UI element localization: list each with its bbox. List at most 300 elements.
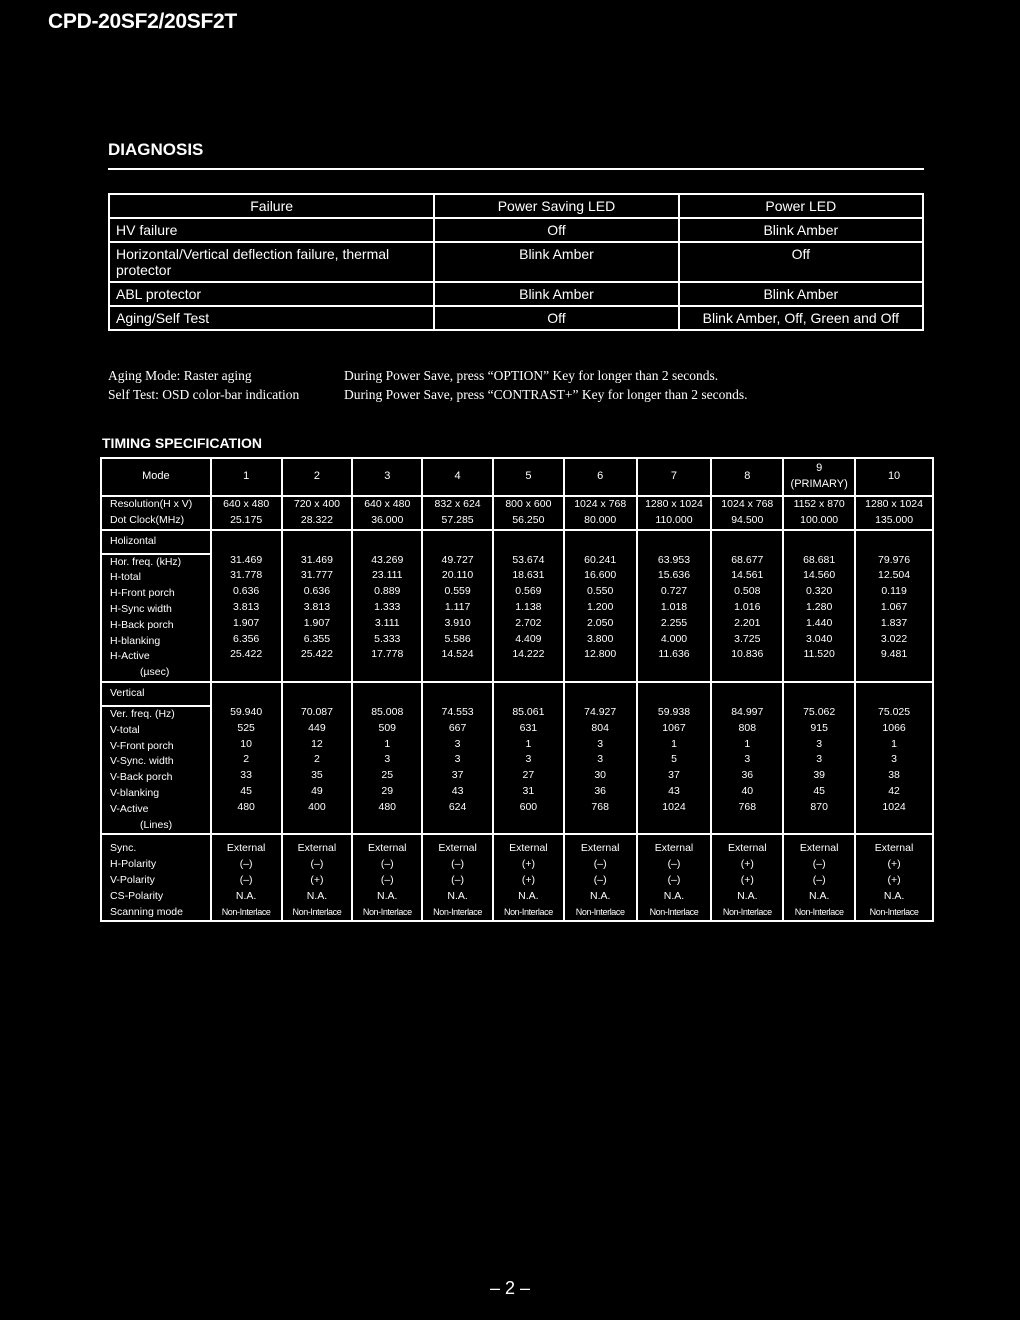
- mode-number-cell: [783, 458, 855, 496]
- timing-value: 43.269: [371, 553, 404, 566]
- mode-number: 2: [313, 470, 320, 483]
- timing-value: 3.910: [444, 616, 471, 629]
- diagnosis-notes: [108, 366, 748, 404]
- timing-value: 1.117: [444, 600, 471, 613]
- horizontal-unit: (µsec): [140, 666, 170, 679]
- timing-value: H-Sync width: [110, 602, 172, 615]
- timing-value: 38: [888, 769, 900, 782]
- timing-value: 60.241: [584, 553, 617, 566]
- timing-value: 5.586: [444, 632, 471, 645]
- timing-value: 23.111: [371, 569, 403, 582]
- timing-value: 1024 x 768: [574, 498, 627, 510]
- timing-value: 74.927: [584, 705, 617, 718]
- timing-value: 63.953: [657, 553, 691, 566]
- timing-value: 11.636: [658, 648, 690, 661]
- timing-value: 49: [311, 784, 323, 797]
- timing-value: 2: [314, 753, 320, 766]
- power-saving-led-cell: Blink Amber: [434, 282, 678, 306]
- note-text: During Power Save, press “CONTRAST+” Key for longer than 2 seconds.: [344, 387, 748, 402]
- timing-value: 1.333: [374, 600, 401, 613]
- timing-value: 1.440: [806, 616, 833, 629]
- resolution-cell: [352, 496, 422, 530]
- timing-value: V-Front porch: [110, 739, 174, 752]
- timing-value: 720 x 400: [293, 498, 340, 510]
- page-number: – 2 –: [489, 1278, 531, 1298]
- timing-value: 37: [668, 769, 680, 782]
- timing-value: 59.940: [230, 705, 263, 718]
- power-led-cell: Blink Amber, Off, Green and Off: [679, 306, 923, 330]
- timing-value: 84.997: [731, 705, 764, 718]
- power-saving-led-cell: Blink Amber: [434, 242, 678, 282]
- mode-number: 9: [816, 462, 823, 475]
- timing-value: V-blanking: [110, 786, 160, 799]
- timing-value: 5.333: [374, 632, 401, 645]
- note-label: Aging Mode: Raster aging: [108, 368, 252, 383]
- timing-value: H-Back porch: [110, 618, 174, 631]
- timing-value: 0.550: [587, 585, 614, 598]
- timing-value: 1066: [882, 721, 906, 734]
- timing-value: 4.000: [660, 632, 688, 645]
- timing-value: (+): [740, 873, 754, 886]
- timing-value: 2.702: [515, 616, 542, 629]
- horizontal-spacer: [422, 530, 493, 682]
- timing-value: Non-Interlace: [292, 906, 342, 917]
- timing-value: (–): [812, 858, 826, 871]
- mode-header: Mode: [101, 458, 211, 496]
- diagnosis-col-header: Failure: [109, 194, 434, 218]
- timing-value: (–): [380, 873, 394, 886]
- failure-cell: Horizontal/Vertical deflection failure, thermal protector: [109, 242, 434, 282]
- timing-value: 25.422: [300, 648, 333, 661]
- timing-value: 33: [240, 769, 252, 782]
- timing-value: 3: [454, 753, 461, 766]
- timing-value: 3: [525, 753, 532, 766]
- timing-value: V-Sync. width: [110, 755, 174, 768]
- diagnosis-rule: [108, 168, 924, 170]
- timing-value: (–): [593, 858, 607, 871]
- timing-value: 2.050: [587, 616, 614, 629]
- timing-value: 36: [741, 769, 754, 782]
- diagnosis-col-header: Power LED: [679, 194, 923, 218]
- timing-value: 1.067: [880, 600, 908, 613]
- timing-value: 768: [591, 800, 609, 813]
- timing-value: 3: [744, 753, 751, 766]
- timing-value: 1.907: [303, 616, 331, 629]
- timing-value: 16.600: [584, 569, 617, 582]
- timing-value: 85.008: [371, 705, 404, 718]
- vertical-spacer: [783, 682, 855, 834]
- mode-number: 1: [243, 470, 250, 483]
- timing-value: 75.025: [878, 705, 911, 718]
- timing-value: 1.907: [232, 616, 260, 629]
- timing-value: 832 x 624: [434, 498, 481, 510]
- note-self-test: [108, 385, 748, 404]
- timing-value: 400: [308, 800, 326, 813]
- timing-value: 11.520: [803, 648, 835, 661]
- diagnosis-table: [108, 193, 924, 331]
- horizontal-labels: [101, 554, 211, 682]
- timing-value: 3.111: [374, 616, 400, 629]
- timing-value: 1.018: [660, 600, 688, 613]
- primary-mode-label: (PRIMARY): [790, 478, 848, 490]
- timing-value: 43: [451, 784, 464, 797]
- timing-value: 31.778: [230, 569, 263, 582]
- timing-value: Non-Interlace: [221, 906, 271, 917]
- timing-value: 59.938: [657, 705, 691, 718]
- timing-value: H-blanking: [110, 634, 161, 647]
- timing-value: 480: [378, 800, 397, 813]
- vertical-unit: (Lines): [140, 818, 173, 831]
- horizontal-heading-row: [101, 530, 933, 554]
- sync-cell: [211, 834, 282, 921]
- timing-value: 1024: [882, 800, 906, 813]
- horizontal-heading: Holizontal: [101, 530, 211, 554]
- timing-value: External: [799, 842, 839, 855]
- vertical-spacer: [282, 682, 353, 834]
- timing-value: 624: [448, 800, 467, 813]
- timing-value: 2: [243, 753, 250, 766]
- mode-number-cell: [855, 458, 933, 496]
- timing-value: 31: [522, 784, 535, 797]
- timing-value: 9.481: [880, 648, 908, 661]
- sync-labels: [101, 834, 211, 921]
- failure-cell: Aging/Self Test: [109, 306, 434, 330]
- sync-cell: [711, 834, 783, 921]
- timing-value: Non-Interlace: [362, 906, 412, 917]
- timing-value: 1.200: [587, 600, 614, 613]
- timing-value: 6.355: [303, 632, 331, 645]
- timing-value: 45: [813, 784, 825, 797]
- timing-value: (+): [521, 858, 535, 871]
- timing-value: 640 x 480: [223, 498, 270, 510]
- timing-value: 53.674: [512, 553, 545, 566]
- timing-value: 39: [813, 769, 825, 782]
- timing-value: 915: [810, 721, 828, 734]
- timing-value: (–): [667, 858, 681, 871]
- timing-value: 800 x 600: [505, 498, 552, 510]
- timing-value: N.A.: [447, 889, 468, 902]
- timing-value: (–): [310, 858, 324, 871]
- timing-value: (–): [239, 873, 253, 886]
- timing-value: 10.836: [731, 648, 764, 661]
- horizontal-spacer: [711, 530, 783, 682]
- timing-value: 68.681: [803, 553, 836, 566]
- timing-value: 45: [240, 784, 252, 797]
- timing-value: 509: [378, 721, 397, 734]
- timing-value: 0.636: [303, 585, 331, 598]
- horizontal-spacer: [211, 530, 282, 682]
- timing-value: 37: [451, 769, 464, 782]
- resolution-cell: [211, 496, 282, 530]
- timing-value: 80.000: [584, 513, 617, 526]
- timing-value: 3.813: [303, 600, 331, 613]
- resolution-cell: [637, 496, 712, 530]
- timing-value: 0.889: [374, 585, 401, 598]
- sync-row: [101, 834, 933, 921]
- timing-value: N.A.: [883, 889, 905, 902]
- timing-value: External: [438, 842, 477, 855]
- timing-value: (–): [239, 858, 253, 871]
- timing-value: 10: [240, 737, 252, 750]
- mode-number: 7: [670, 470, 678, 483]
- timing-value: 3.022: [880, 632, 908, 645]
- timing-value: H-total: [110, 571, 141, 584]
- timing-value: Non-Interlace: [575, 906, 625, 917]
- timing-value: (+): [521, 873, 535, 886]
- timing-value: 1067: [662, 721, 686, 734]
- diagnosis-row: [109, 242, 923, 282]
- timing-value: 12.800: [584, 648, 617, 661]
- timing-value: 15.636: [657, 569, 691, 582]
- timing-value: External: [654, 842, 694, 855]
- timing-value: 804: [591, 721, 609, 734]
- timing-value: 1: [744, 737, 751, 750]
- timing-value: 135.000: [875, 513, 914, 526]
- power-saving-led-cell: Off: [434, 218, 678, 242]
- timing-value: 3: [454, 737, 461, 750]
- timing-value: 1: [384, 737, 391, 750]
- timing-value: 25: [381, 769, 394, 782]
- diagnosis-header-row: [109, 194, 923, 218]
- mode-number: 3: [384, 470, 391, 483]
- timing-value: 74.553: [441, 705, 474, 718]
- diagnosis-col-header: Power Saving LED: [434, 194, 678, 218]
- vertical-spacer: [211, 682, 282, 834]
- timing-value: (+): [740, 858, 754, 871]
- timing-value: 36: [594, 784, 607, 797]
- power-led-cell: Blink Amber: [679, 218, 923, 242]
- timing-value: (–): [593, 873, 607, 886]
- diagnosis-row: [109, 218, 923, 242]
- timing-value: 57.285: [441, 513, 474, 526]
- timing-value: 85.061: [512, 705, 545, 718]
- mode-number: 4: [454, 470, 461, 483]
- timing-value: (+): [887, 858, 901, 871]
- timing-value: 28.322: [300, 513, 333, 526]
- timing-value: 0.636: [232, 585, 260, 598]
- timing-value: External: [874, 842, 914, 855]
- timing-value: Resolution(H x V): [110, 498, 193, 510]
- timing-value: 1024 x 768: [721, 498, 774, 510]
- vertical-spacer: [711, 682, 783, 834]
- timing-value: Hor. freq. (kHz): [110, 555, 182, 568]
- timing-value: 449: [308, 721, 326, 734]
- timing-value: Non-Interlace: [794, 906, 844, 917]
- timing-value: (–): [667, 873, 681, 886]
- vertical-heading: Vertical: [101, 682, 211, 706]
- vertical-spacer: [352, 682, 422, 834]
- timing-heading: TIMING SPECIFICATION: [102, 435, 262, 451]
- timing-value: 100.000: [800, 513, 839, 526]
- timing-resolution-row: [101, 496, 933, 530]
- timing-value: N.A.: [663, 889, 685, 902]
- timing-value: 1280 x 1024: [865, 498, 923, 510]
- resolution-cell: [422, 496, 493, 530]
- horizontal-spacer: [637, 530, 712, 682]
- timing-mode-row: [101, 458, 933, 496]
- timing-value: 18.631: [512, 569, 545, 582]
- timing-value: 27: [522, 769, 535, 782]
- timing-value: 640 x 480: [364, 498, 411, 510]
- timing-value: 49.727: [441, 553, 474, 566]
- timing-value: 2.201: [734, 616, 761, 629]
- timing-value: 0.569: [515, 585, 542, 598]
- mode-number: 8: [744, 470, 751, 483]
- timing-value: 31.469: [300, 553, 333, 566]
- horizontal-spacer: [783, 530, 855, 682]
- timing-value: 525: [237, 721, 255, 734]
- timing-value: 36.000: [371, 513, 404, 526]
- timing-value: 1280 x 1024: [645, 498, 703, 510]
- timing-value: 17.778: [371, 648, 404, 661]
- timing-value: N.A.: [377, 889, 398, 902]
- timing-value: 3: [891, 753, 897, 766]
- timing-value: CS-Polarity: [110, 889, 164, 902]
- timing-value: 29: [381, 784, 394, 797]
- timing-value: 12: [311, 737, 323, 750]
- resolution-cell: [783, 496, 855, 530]
- timing-value: 3: [597, 753, 604, 766]
- timing-value: H-Active: [110, 650, 150, 663]
- timing-value: External: [728, 842, 767, 855]
- timing-value: 6.356: [232, 632, 260, 645]
- horizontal-spacer: [282, 530, 353, 682]
- diagnosis-row: [109, 282, 923, 306]
- sync-cell: [352, 834, 422, 921]
- timing-value: 1.016: [734, 600, 761, 613]
- timing-value: 94.500: [731, 513, 764, 526]
- timing-value: Sync.: [110, 842, 137, 855]
- timing-value: 3: [816, 753, 823, 766]
- mode-number-cell: [711, 458, 783, 496]
- sync-cell: [422, 834, 493, 921]
- timing-value: 1: [891, 737, 897, 750]
- mode-number-cell: [564, 458, 637, 496]
- timing-value: 3.813: [232, 600, 260, 613]
- timing-value: 30: [594, 769, 607, 782]
- note-text: During Power Save, press “OPTION” Key for longer than 2 seconds.: [344, 368, 719, 383]
- timing-value: (+): [887, 873, 901, 886]
- timing-value: External: [226, 842, 266, 855]
- timing-value: 3: [384, 753, 391, 766]
- document-model-title: CPD-20SF2/20SF2T: [48, 10, 237, 33]
- timing-value: 1152 x 870: [793, 498, 845, 510]
- timing-value: 631: [519, 721, 538, 734]
- mode-number-cell: [637, 458, 712, 496]
- timing-value: 35: [311, 769, 323, 782]
- timing-value: 110.000: [655, 513, 693, 526]
- mode-number-cell: [282, 458, 353, 496]
- timing-value: 75.062: [803, 705, 836, 718]
- timing-value: H-Front porch: [110, 587, 175, 600]
- timing-value: N.A.: [306, 889, 328, 902]
- timing-value: 43: [668, 784, 680, 797]
- timing-value: 1: [671, 737, 677, 750]
- horizontal-spacer: [493, 530, 564, 682]
- timing-value: 12.504: [878, 569, 911, 582]
- vertical-spacer: [564, 682, 637, 834]
- resolution-cell: [711, 496, 783, 530]
- sync-cell: [783, 834, 855, 921]
- timing-value: Dot Clock(MHz): [110, 513, 185, 526]
- timing-value: 0.559: [444, 585, 471, 598]
- timing-value: V-total: [110, 723, 140, 736]
- timing-value: N.A.: [737, 889, 758, 902]
- timing-value: N.A.: [518, 889, 539, 902]
- horizontal-spacer: [564, 530, 637, 682]
- timing-value: V-Back porch: [110, 771, 173, 784]
- timing-value: 31.777: [300, 569, 333, 582]
- sync-cell: [493, 834, 564, 921]
- timing-value: External: [297, 842, 337, 855]
- timing-value: 3.800: [587, 632, 614, 645]
- power-led-cell: Off: [679, 242, 923, 282]
- timing-value: 25.175: [230, 513, 263, 526]
- timing-value: 667: [448, 721, 467, 734]
- timing-value: (+): [310, 873, 324, 886]
- timing-value: External: [580, 842, 620, 855]
- timing-value: 56.250: [512, 513, 545, 526]
- horizontal-spacer: [855, 530, 933, 682]
- timing-value: 3.725: [734, 632, 761, 645]
- timing-value: 1.138: [515, 600, 542, 613]
- timing-value: 1.280: [806, 600, 833, 613]
- timing-value: 3: [816, 737, 823, 750]
- failure-cell: HV failure: [109, 218, 434, 242]
- mode-number: 5: [525, 470, 532, 483]
- timing-value: 42: [888, 784, 900, 797]
- resolution-label-cell: [101, 496, 211, 530]
- mode-number-cell: [493, 458, 564, 496]
- timing-value: 0.508: [734, 585, 761, 598]
- timing-value: Non-Interlace: [433, 906, 482, 917]
- timing-value: 79.976: [878, 553, 911, 566]
- resolution-cell: [564, 496, 637, 530]
- timing-value: 0.727: [660, 585, 688, 598]
- timing-value: 1024: [662, 800, 686, 813]
- timing-value: 14.222: [512, 648, 545, 661]
- timing-value: 14.560: [803, 569, 836, 582]
- timing-value: 14.524: [441, 648, 474, 661]
- mode-number: 6: [597, 470, 604, 483]
- timing-value: 68.677: [731, 553, 764, 566]
- resolution-cell: [493, 496, 564, 530]
- note-label: Self Test: OSD color-bar indication: [108, 387, 300, 402]
- timing-value: 870: [810, 800, 828, 813]
- resolution-cell: [855, 496, 933, 530]
- timing-value: V-Active: [110, 802, 149, 815]
- timing-value: 14.561: [731, 569, 764, 582]
- timing-value: Non-Interlace: [869, 906, 919, 917]
- timing-value: (–): [451, 873, 464, 886]
- timing-value: (–): [380, 858, 394, 871]
- note-aging-mode: [108, 366, 748, 385]
- timing-value: 5: [671, 753, 677, 766]
- mode-number-cell: [211, 458, 282, 496]
- sync-cell: [564, 834, 637, 921]
- timing-value: N.A.: [235, 889, 257, 902]
- power-saving-led-cell: Off: [434, 306, 678, 330]
- vertical-spacer: [493, 682, 564, 834]
- vertical-labels: [101, 706, 211, 834]
- timing-value: Non-Interlace: [649, 906, 699, 917]
- timing-value: 0.320: [806, 585, 833, 598]
- vertical-spacer: [855, 682, 933, 834]
- timing-value: 480: [237, 800, 255, 813]
- timing-value: 40: [741, 784, 754, 797]
- timing-value: 808: [738, 721, 757, 734]
- timing-value: (–): [812, 873, 826, 886]
